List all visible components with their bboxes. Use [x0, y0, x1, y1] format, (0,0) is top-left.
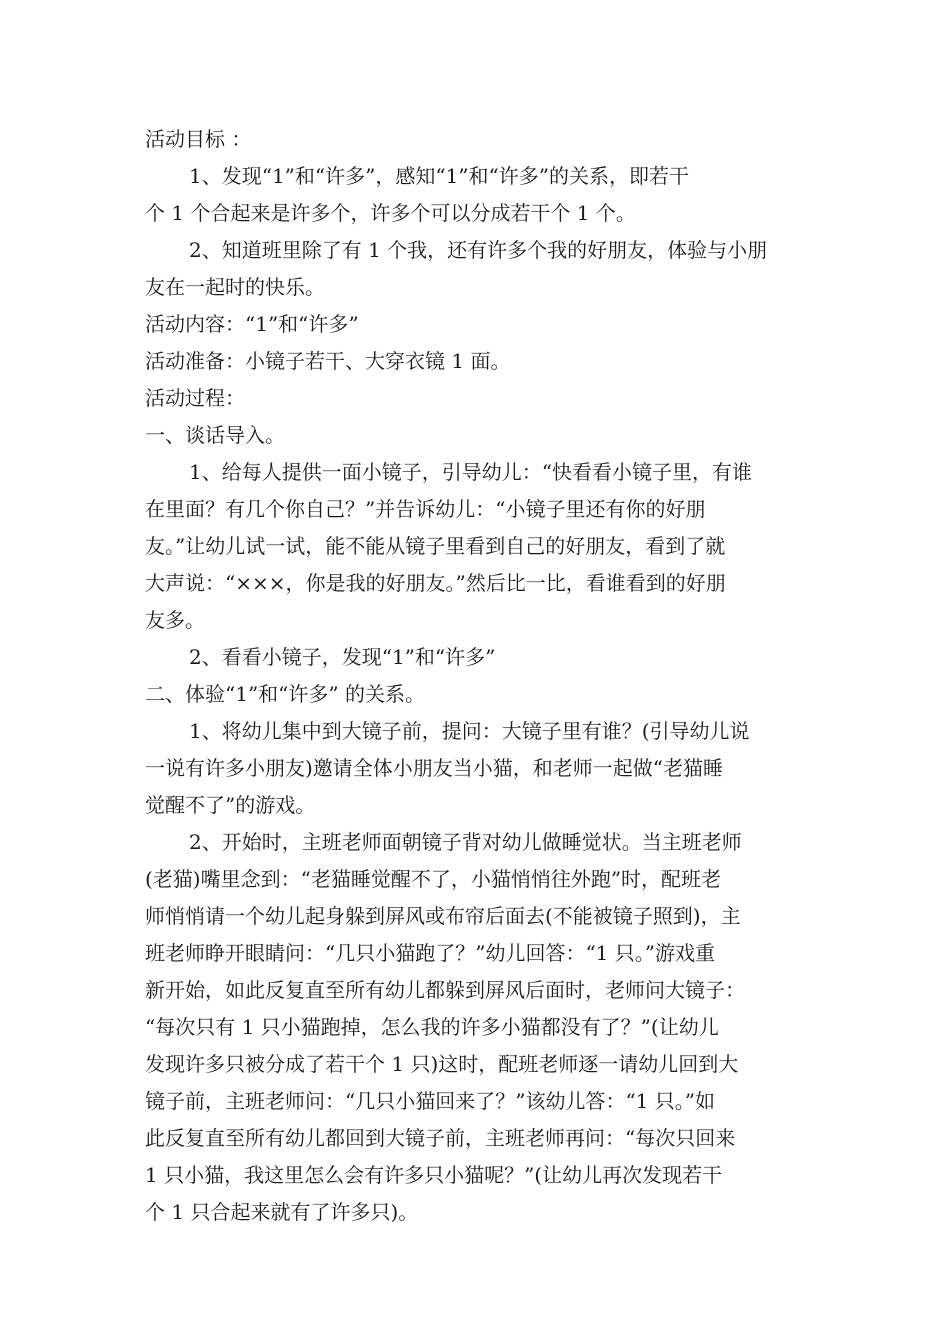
doc-line: 个 1 只合起来就有了许多只)。 [145, 1200, 419, 1224]
doc-line: 活动准备：小镜子若干、大穿衣镜 1 面。 [145, 349, 511, 373]
doc-line: 活动内容：“1”和“许多” [145, 312, 359, 336]
doc-line: 个 1 个合起来是许多个，许多个可以分成若干个 1 个。 [145, 201, 636, 225]
doc-line: 1 只小猫，我这里怎么会有许多只小猫呢？”(让幼儿再次发现若干 [145, 1163, 723, 1187]
doc-line: 2、看看小镜子，发现“1”和“许多” [189, 645, 496, 669]
doc-line: 此反复直至所有幼儿都回到大镜子前，主班老师再问：“每次只回来 [145, 1126, 736, 1150]
doc-line: 班老师睁开眼睛问：“几只小猫跑了？”幼儿回答：“1 只。”游戏重 [145, 941, 715, 965]
doc-line: 活动目标 ： [145, 127, 252, 151]
doc-line: 二、体验“1”和“许多” 的关系。 [145, 682, 425, 706]
doc-line: 觉醒不了”的游戏。 [145, 793, 316, 817]
doc-line: 师悄悄请一个幼儿起身躲到屏风或布帘后面去(不能被镜子照到)，主 [145, 904, 741, 928]
doc-line: 新开始，如此反复直至所有幼儿都躲到屏风后面时，老师问大镜子： [145, 978, 745, 1002]
doc-line: 1、发现“1”和“许多”，感知“1”和“许多”的关系，即若干 [189, 164, 689, 188]
doc-line: “每次只有 1 只小猫跑掉，怎么我的许多小猫都没有了？”(让幼儿 [145, 1015, 719, 1039]
doc-line: 友多。 [145, 608, 205, 632]
doc-line: 一说有许多小朋友)邀请全体小朋友当小猫，和老师一起做“老猫睡 [145, 756, 724, 780]
doc-line: 在里面？有几个你自己？”并告诉幼儿：“小镜子里还有你的好朋 [145, 497, 706, 521]
doc-line: 1、给每人提供一面小镜子，引导幼儿：“快看看小镜子里，有谁 [189, 460, 752, 484]
doc-line: 发现许多只被分成了若干个 1 只)这时，配班老师逐一请幼儿回到大 [145, 1052, 739, 1076]
doc-line: 活动过程： [145, 386, 245, 410]
doc-line: 1、将幼儿集中到大镜子前，提问：大镜子里有谁？(引导幼儿说 [189, 719, 750, 743]
doc-line: 镜子前，主班老师问：“几只小猫回来了？”该幼儿答：“1 只。”如 [145, 1089, 715, 1113]
doc-line: 2、知道班里除了有 1 个我，还有许多个我的好朋友，体验与小朋 [189, 238, 768, 262]
doc-line: 友。”让幼儿试一试，能不能从镜子里看到自己的好朋友，看到了就 [145, 534, 726, 558]
document-body [145, 121, 810, 1231]
doc-line: (老猫)嘴里念到：“老猫睡觉醒不了，小猫悄悄往外跑”时，配班老 [145, 867, 722, 891]
doc-line: 2、开始时，主班老师面朝镜子背对幼儿做睡觉状。当主班老师 [189, 830, 742, 854]
doc-line: 一、谈话导入。 [145, 423, 285, 447]
doc-line: 友在一起时的快乐。 [145, 275, 325, 299]
doc-line: 大声说：“×××，你是我的好朋友。”然后比一比，看谁看到的好朋 [145, 571, 726, 595]
